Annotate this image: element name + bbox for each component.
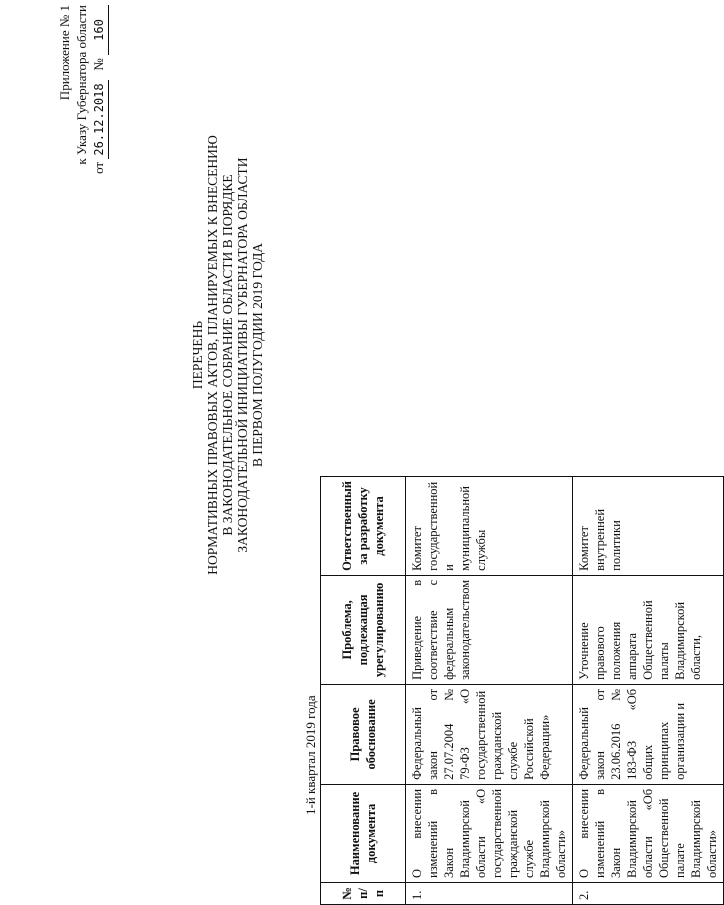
cell-responsible: Комитет внутренней политики (573, 477, 724, 576)
appendix-decree: к Указу Губернатора области (74, 5, 89, 165)
decree-date: 26.12.2018 (91, 80, 109, 158)
cell-number: 1. (406, 883, 573, 905)
table-row (406, 477, 573, 905)
date-prefix: от (91, 161, 106, 174)
acts-table (320, 476, 724, 905)
document-title (190, 125, 265, 585)
header-problem: Проблема, подлежащая урегулированию (321, 575, 406, 684)
title-line: НОРМАТИВНЫХ ПРАВОВЫХ АКТОВ, ПЛАНИРУЕМЫХ К ВНЕСЕНИЮ (205, 135, 220, 575)
period-label: 1-й квартал 2019 года (303, 695, 318, 815)
title-line: В ЗАКОНОДАТЕЛЬНОЕ СОБРАНИЕ ОБЛАСТИ В ПОРЯДКЕ (220, 174, 235, 536)
table-row (573, 477, 724, 905)
number-prefix: № (91, 58, 106, 71)
title-line: ПЕРЕЧЕНЬ (190, 320, 205, 390)
cell-responsible: Комитет государственной и муниципальной службы (406, 477, 573, 576)
decree-number: 160 (91, 5, 109, 55)
header-number: № п/п (321, 883, 406, 905)
cell-name: О внесении изменений в Закон Владимирской области «О государственной гражданской службе Владимирской области» (406, 784, 573, 882)
header-responsible: Ответственный за разработку документа (321, 477, 406, 576)
cell-name: О внесении изменений в Закон Владимирской области «Об Общественной палате Владимирской области» (573, 784, 724, 882)
title-line: В ПЕРВОМ ПОЛУГОДИИ 2019 ГОДА (250, 242, 265, 468)
appendix-title: Приложение № 1 (57, 5, 72, 101)
title-line: ЗАКОНОДАТЕЛЬНОЙ ИНИЦИАТИВЫ ГУБЕРНАТОРА ОБЛАСТИ (235, 157, 250, 553)
acts-table-body (406, 477, 724, 905)
cell-number: 2. (573, 883, 724, 905)
appendix-date-line (90, 5, 109, 265)
table-header-row (321, 477, 406, 905)
appendix-block (56, 5, 109, 265)
cell-basis: Федеральный закон от 27.07.2004 № 79-ФЗ «О государственной гражданской службе Российской Федерации» (406, 684, 573, 784)
cell-basis: Федеральный закон от 23.06.2016 № 183-ФЗ «Об общих принципах организации и (573, 684, 724, 784)
header-name: Наименование документа (321, 784, 406, 882)
cell-problem: Уточнение правового положения аппарата Общественной палаты Владимирской области, (573, 575, 724, 684)
header-basis: Правовое обоснование (321, 684, 406, 784)
cell-problem: Приведение в соответствие с федеральным законодательством (406, 575, 573, 684)
